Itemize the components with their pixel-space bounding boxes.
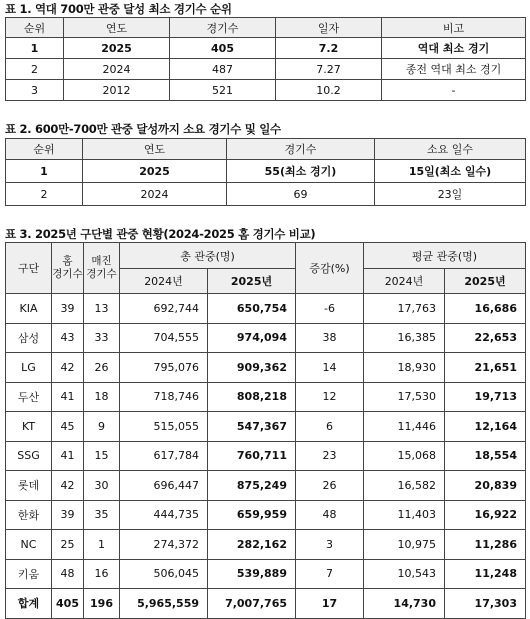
header-rank: 순위 [6,139,83,160]
cell-home-games: 43 [52,323,84,353]
cell-games: 487 [170,59,276,80]
cell-total-2025: 282,162 [208,530,296,560]
cell-team: 키움 [6,559,52,589]
table-row [6,323,526,353]
cell-total-2024: 617,784 [120,441,208,471]
cell-avg-2024: 16,582 [364,471,445,501]
header-note: 비고 [382,18,526,38]
cell-year: 2025 [83,160,227,183]
table-row [6,500,526,530]
table-header-row [6,139,526,160]
cell-sellout-games: 30 [84,471,120,501]
cell-total-2024: 515,055 [120,412,208,442]
header-avg-2024: 2024년 [364,269,445,294]
cell-change: 14 [296,353,364,383]
cell-avg-2025: 18,554 [445,441,526,471]
cell-total-2024: 274,372 [120,530,208,560]
cell-date: 7.27 [276,59,382,80]
header-total-2025: 2025년 [208,269,296,294]
cell-change: 3 [296,530,364,560]
header-total-attendance: 총 관중(명) [120,243,296,269]
cell-change: -6 [296,294,364,324]
cell-team: NC [6,530,52,560]
cell-avg-2025: 22,653 [445,323,526,353]
cell-total-2024: 692,744 [120,294,208,324]
cell-team: KT [6,412,52,442]
cell-days: 23일 [375,183,526,206]
cell-year: 2012 [64,80,170,101]
cell-total-2025: 659,959 [208,500,296,530]
cell-avg-2025: 12,164 [445,412,526,442]
record-700k-table [5,17,526,101]
cell-home-games: 405 [52,589,84,619]
cell-avg-2024: 10,975 [364,530,445,560]
cell-team: 한화 [6,500,52,530]
header-team: 구단 [6,243,52,294]
team-rows [6,294,526,619]
cell-sellout-games: 35 [84,500,120,530]
header-total-2024: 2024년 [120,269,208,294]
table-row [6,412,526,442]
cell-avg-2024: 11,446 [364,412,445,442]
cell-avg-2025: 11,286 [445,530,526,560]
cell-total-2024: 696,447 [120,471,208,501]
table-header-row [6,18,526,38]
cell-avg-2024: 15,068 [364,441,445,471]
cell-sellout-games: 16 [84,559,120,589]
cell-avg-2025: 19,713 [445,382,526,412]
cell-avg-2024: 18,930 [364,353,445,383]
cell-rank: 3 [6,80,64,101]
cell-note: 역대 최소 경기 [382,38,526,59]
cell-year: 2024 [83,183,227,206]
cell-sellout-games: 33 [84,323,120,353]
cell-avg-2024: 14,730 [364,589,445,619]
cell-sellout-games: 9 [84,412,120,442]
cell-note: 종전 역대 최소 경기 [382,59,526,80]
header-games: 경기수 [170,18,276,38]
cell-avg-2024: 11,403 [364,500,445,530]
table-row [6,59,526,80]
table-row [6,160,526,183]
table-row [6,441,526,471]
cell-change: 48 [296,500,364,530]
cell-sellout-games: 1 [84,530,120,560]
cell-avg-2025: 21,651 [445,353,526,383]
cell-avg-2024: 17,530 [364,382,445,412]
cell-avg-2025: 20,839 [445,471,526,501]
cell-total-2024: 506,045 [120,559,208,589]
table-row [6,183,526,206]
cell-sellout-games: 196 [84,589,120,619]
cell-team: 삼성 [6,323,52,353]
cell-change: 26 [296,471,364,501]
cell-total-2025: 875,249 [208,471,296,501]
header-year: 연도 [83,139,227,160]
cell-team: SSG [6,441,52,471]
cell-total-2025: 7,007,765 [208,589,296,619]
cell-avg-2024: 17,763 [364,294,445,324]
cell-change: 23 [296,441,364,471]
cell-total-2024: 795,076 [120,353,208,383]
team-attendance-table [5,242,526,619]
cell-team: 합계 [6,589,52,619]
table-row [6,559,526,589]
cell-home-games: 42 [52,353,84,383]
cell-change: 38 [296,323,364,353]
cell-change: 12 [296,382,364,412]
cell-date: 7.2 [276,38,382,59]
total-row [6,589,526,619]
table3-caption: 표 3. 2025년 구단별 관중 현황(2024-2025 홈 경기수 비교) [5,227,316,241]
cell-total-2024: 5,965,559 [120,589,208,619]
cell-avg-2025: 11,248 [445,559,526,589]
header-games: 경기수 [227,139,375,160]
cell-change: 6 [296,412,364,442]
cell-games: 55(최소 경기) [227,160,375,183]
cell-home-games: 48 [52,559,84,589]
cell-home-games: 39 [52,294,84,324]
table-row [6,38,526,59]
cell-rank: 2 [6,59,64,80]
cell-avg-2025: 16,686 [445,294,526,324]
cell-rank: 1 [6,38,64,59]
cell-total-2025: 974,094 [208,323,296,353]
cell-total-2024: 718,746 [120,382,208,412]
record-600k-700k-table [5,138,526,206]
cell-home-games: 45 [52,412,84,442]
cell-sellout-games: 26 [84,353,120,383]
cell-total-2025: 650,754 [208,294,296,324]
header-days: 소요 일수 [375,139,526,160]
cell-team: KIA [6,294,52,324]
table-row [6,471,526,501]
table-row [6,294,526,324]
cell-home-games: 39 [52,500,84,530]
cell-avg-2025: 17,303 [445,589,526,619]
cell-sellout-games: 13 [84,294,120,324]
cell-year: 2025 [64,38,170,59]
cell-home-games: 42 [52,471,84,501]
cell-change: 7 [296,559,364,589]
header-sellout-games: 매진 경기수 [84,243,120,294]
cell-change: 17 [296,589,364,619]
cell-total-2025: 539,889 [208,559,296,589]
cell-total-2024: 704,555 [120,323,208,353]
cell-avg-2024: 16,385 [364,323,445,353]
cell-sellout-games: 18 [84,382,120,412]
header-change: 증감(%) [296,243,364,294]
header-date: 일자 [276,18,382,38]
cell-total-2025: 547,367 [208,412,296,442]
cell-rank: 1 [6,160,83,183]
header-avg-2025: 2025년 [445,269,526,294]
cell-days: 15일(최소 일수) [375,160,526,183]
cell-games: 521 [170,80,276,101]
cell-total-2025: 760,711 [208,441,296,471]
header-rank: 순위 [6,18,64,38]
cell-home-games: 25 [52,530,84,560]
table-header-row [6,243,526,269]
cell-note: - [382,80,526,101]
cell-home-games: 41 [52,441,84,471]
cell-avg-2025: 16,922 [445,500,526,530]
cell-team: 롯데 [6,471,52,501]
cell-total-2024: 444,735 [120,500,208,530]
header-avg-attendance: 평균 관중(명) [364,243,526,269]
table-row [6,353,526,383]
cell-team: 두산 [6,382,52,412]
cell-total-2025: 808,218 [208,382,296,412]
table2-caption: 표 2. 600만-700만 관중 달성까지 소요 경기수 및 일수 [5,122,281,136]
cell-games: 69 [227,183,375,206]
cell-year: 2024 [64,59,170,80]
cell-date: 10.2 [276,80,382,101]
header-year: 연도 [64,18,170,38]
cell-sellout-games: 15 [84,441,120,471]
cell-total-2025: 909,362 [208,353,296,383]
cell-avg-2024: 10,543 [364,559,445,589]
table-row [6,382,526,412]
cell-games: 405 [170,38,276,59]
header-home-games: 홈 경기수 [52,243,84,294]
table-row [6,530,526,560]
table1-caption: 표 1. 역대 700만 관중 달성 최소 경기수 순위 [5,2,232,16]
cell-rank: 2 [6,183,83,206]
cell-team: LG [6,353,52,383]
table-row [6,80,526,101]
cell-home-games: 41 [52,382,84,412]
